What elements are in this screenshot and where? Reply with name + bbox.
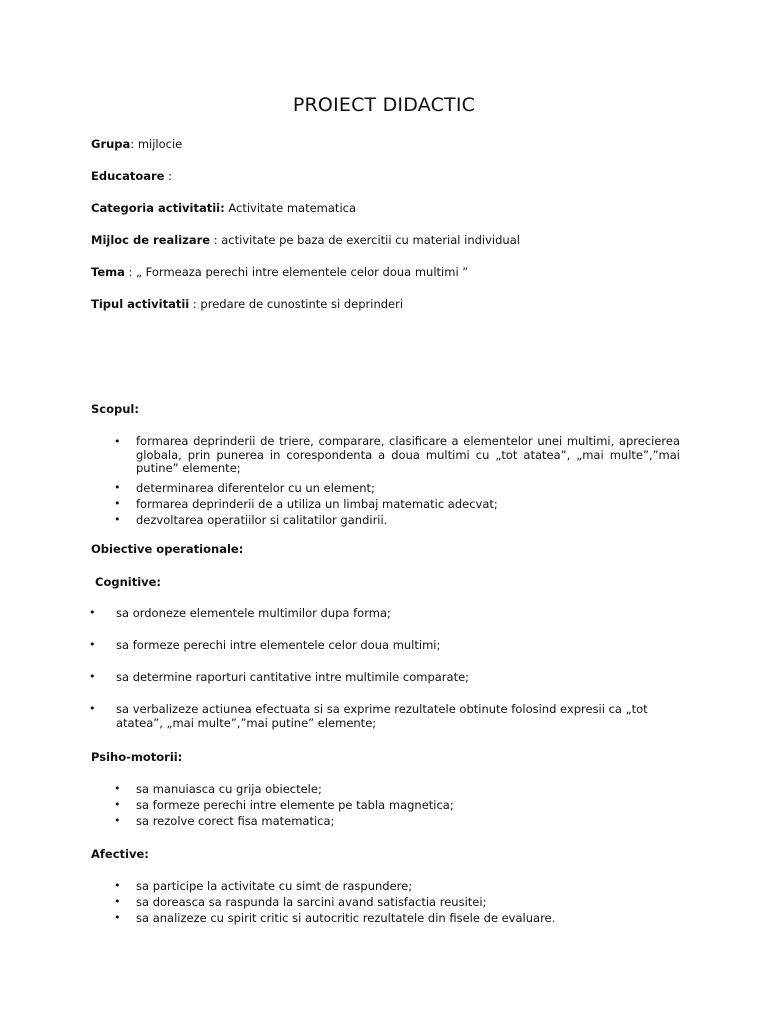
field-mijloc — [91, 233, 691, 248]
bullet-icon: • — [114, 481, 121, 494]
field-categoria-label: Categoria activitatii: — [91, 201, 225, 215]
field-categoria-value: Activitate matematica — [224, 201, 357, 215]
field-educatoare — [91, 169, 691, 184]
list-item — [114, 782, 680, 798]
field-grupa-label: Grupa — [91, 137, 131, 151]
field-tema — [91, 265, 691, 280]
scopul-heading: Scopul: — [91, 402, 139, 416]
list-item-text: sa manuiasca cu grija obiectele; — [136, 782, 322, 796]
field-educatoare-sep: : — [164, 169, 173, 183]
scopul-list — [114, 435, 680, 529]
afective-heading: Afective: — [91, 847, 149, 861]
field-tema-sep: : — [124, 265, 133, 279]
psiho-heading: Psiho-motorii: — [91, 750, 183, 764]
bullet-icon: • — [114, 798, 121, 811]
list-item — [114, 481, 680, 497]
afective-list — [114, 879, 680, 927]
bullet-icon: • — [114, 782, 121, 795]
bullet-icon: • — [114, 497, 121, 510]
list-item — [114, 798, 680, 814]
bullet-icon: • — [114, 895, 121, 908]
list-item-text: sa rezolve corect fisa matematica; — [136, 814, 335, 828]
bullet-icon: • — [89, 638, 96, 651]
list-item — [89, 638, 689, 670]
obiective-heading: Obiective operationale: — [91, 542, 244, 556]
bullet-icon: • — [89, 606, 96, 619]
field-tipul — [91, 297, 691, 312]
field-grupa — [91, 137, 691, 152]
list-item-text: sa analizeze cu spirit critic si autocritic rezultatele din fisele de evaluare. — [136, 911, 556, 925]
list-item-text: formarea deprinderii de triere, comparare, clasificare a elementelor unei multimi, aprecierea globala, prin punerea in corespondenta a doua multimi cu „tot atatea”, „mai multe”,”mai putine” elemente; — [136, 434, 680, 475]
list-item-text: sa verbalizeze actiunea efectuata si sa exprime rezultatele obtinute folosind expresii ca „tot atatea”, „mai multe”,”mai putine” elemente; — [116, 702, 648, 730]
list-item-text: sa ordoneze elementele multimilor dupa forma; — [116, 606, 391, 620]
list-item — [114, 814, 680, 830]
bullet-icon: • — [89, 702, 96, 715]
bullet-icon: • — [89, 670, 96, 683]
list-item — [89, 670, 689, 702]
list-item-text: formarea deprinderii de a utiliza un limbaj matematic adecvat; — [136, 497, 498, 511]
bullet-icon: • — [114, 879, 121, 892]
field-mijloc-value: activitate pe baza de exercitii cu material individual — [217, 233, 520, 247]
list-item — [114, 895, 680, 911]
list-item-text: sa formeze perechi intre elementele celor doua multimi; — [116, 638, 441, 652]
field-categoria — [91, 201, 691, 216]
list-item — [114, 513, 680, 529]
document-title: PROIECT DIDACTIC — [292, 94, 476, 116]
bullet-icon: • — [114, 911, 121, 924]
field-tipul-label: Tipul activitatii — [91, 297, 190, 311]
field-mijloc-sep: : — [210, 233, 218, 247]
field-tema-value: „ Formeaza perechi intre elementele celor doua multimi ” — [132, 265, 469, 279]
list-item — [89, 702, 689, 734]
list-item-text: dezvoltarea operatiilor si calitatilor gandirii. — [136, 513, 388, 527]
field-mijloc-label: Mijloc de realizare — [91, 233, 211, 247]
list-item-text: sa doreasca sa raspunda la sarcini avand satisfactia reusitei; — [136, 895, 487, 909]
psiho-list — [114, 782, 680, 830]
list-item — [114, 911, 680, 927]
list-item — [114, 497, 680, 513]
list-item-text: sa determine raporturi cantitative intre multimile comparate; — [116, 670, 470, 684]
list-item-text: sa participe la activitate cu simt de raspundere; — [136, 879, 413, 893]
list-item-text: sa formeze perechi intre elemente pe tabla magnetica; — [136, 798, 454, 812]
field-tipul-sep: : — [189, 297, 197, 311]
list-item-text: determinarea diferentelor cu un element; — [136, 481, 375, 495]
field-grupa-value: mijlocie — [134, 137, 183, 151]
bullet-icon: • — [114, 435, 121, 448]
cognitive-heading: Cognitive: — [95, 575, 162, 589]
cognitive-list — [89, 606, 689, 734]
bullet-icon: • — [114, 814, 121, 827]
field-grupa-sep: : — [130, 137, 135, 151]
list-item — [114, 435, 680, 481]
bullet-icon: • — [114, 513, 121, 526]
field-tema-label: Tema — [91, 265, 125, 279]
field-educatoare-label: Educatoare — [91, 169, 165, 183]
list-item — [89, 606, 689, 638]
field-tipul-value: predare de cunostinte si deprinderi — [196, 297, 404, 311]
list-item — [114, 879, 680, 895]
